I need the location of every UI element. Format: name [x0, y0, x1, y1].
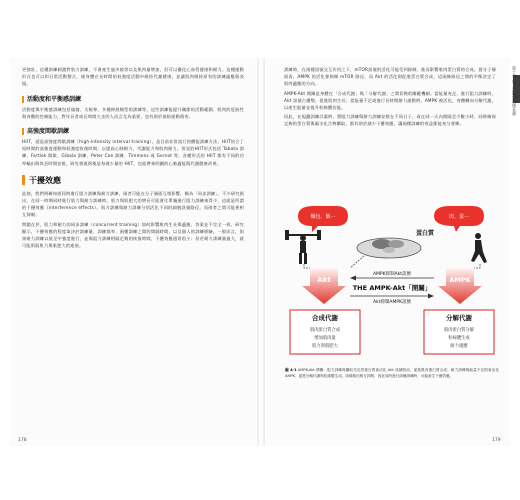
anabolic-box	[290, 310, 360, 354]
caption-text: AMPK-Akt 開關：阻力訓練與攝取充足的蛋白質會活化 Akt 訊號路徑，促進肌肉蛋白質合成；耐力訓練與能量不足則會活化 AMPK，促進分解代謝與粒線體生成。兩條路徑相互抑制，因此同時進行兩種訓練時，可能產生干擾效應。	[285, 368, 499, 378]
paragraph: 問題在於，肌力和耐力的同步訓練（concurrent training）如何影響肌肉生長與適應，答案並不完全一致。研究顯示，干擾效應的程度取決於訓練量、訓練頻率、兩種訓練之間的間隔時間，以及個人的訓練經驗。一般而言，如果耐力訓練以低至中強度進行，並與阻力訓練相隔足夠的恢復時間，干擾效應通常很小；但若耐力訓練量過大，就可能削弱肌力與肌肥大的進展。	[22, 221, 244, 249]
svg-text:分解代謝: 分解代謝	[446, 314, 472, 322]
paragraph: 更強壯，這種訓練刺激對肌力訓練，不會產生過多疲勞以及肌肉量增加，但可以優化心血管健康和耐力。這種運動形式也可以和日常活動整合，使身體在長時間的低強度活動中維持代謝健康，並讓肌肉維持原有的訓練適應與表現。	[22, 67, 244, 87]
catabolic-box	[424, 310, 494, 354]
svg-text:耐力適應: 耐力適應	[450, 344, 468, 349]
paragraph: 活動度與平衡感訓練包括瑜伽、太極拳、多種伸展類型的訓練等，這些訓練能提升關節的活動範圍、肌肉的延展性與身體的控制能力，對年長者或長時間久坐的人而言尤為重要，也有助於預防運動傷害。	[22, 106, 244, 119]
section-heading: 活動度和平衡感訓練	[22, 94, 244, 103]
bubble-left	[298, 206, 348, 232]
svg-text:Akt: Akt	[317, 276, 331, 284]
svg-text:AMPK: AMPK	[449, 276, 471, 284]
ampk-akt-diagram	[284, 204, 500, 358]
bubble-left-text: 麵包、飯⋯	[310, 214, 336, 220]
svg-text:粒線體生成: 粒線體生成	[448, 336, 470, 341]
page-number: 178	[18, 438, 27, 443]
figure-label: 圖 4-1	[285, 368, 297, 372]
paragraph: HIIT，就是高強度間歇訓練（high-intensity interval training），是目前非常流行的體能訓練方法。HIIT結合了短時間的高強度運動和低強度恢復時間，以提高心肺耐力、代謝能力和肌肉耐力。常見的HIIT形式包括 Tabata 訓練、Fartlek 間歇、Gibala 訓練、Peter Coe 訓練、Timmons 或 Gernot 等，各種形式的 HIIT 都有不同的功率輸出與休息時間安排，研究發現即使是每週少量的 HIIT，也能帶來明顯的心肺適能與代謝健康改善。	[22, 139, 244, 166]
chapter-heading: 干擾效應	[22, 175, 244, 186]
bubble-right	[434, 206, 484, 232]
weightlifter-icon	[285, 230, 321, 264]
akt-arrow	[302, 266, 346, 304]
section-heading: 高強度間歇訓練	[22, 126, 244, 135]
arrow-bottom-label: Akt抑制AMPK訊號	[372, 300, 412, 305]
arrow-top-label: AMPK抑制Akt訊號	[372, 272, 412, 277]
ampk-arrow	[438, 266, 482, 304]
figure-caption	[285, 367, 499, 379]
svg-text:增加肌肉量: 增加肌肉量	[314, 336, 336, 341]
runner-icon	[471, 233, 487, 263]
paragraph: 此刻，我們明確知道同時進行阻力訓練與耐力訓練，兩者可能在分子層面互相影響，稱為「同步訓練」。不少研究指出，在同一時期同時進行肌力與耐力訓練時，肌力與肌肥大的增長可能會比單獨進行阻力訓練來得少，這就是所謂的干擾效應（interference effects）。肌力訓練與耐力訓練分別活化不同的細胞訊號路徑，而兩者之間可能會相互抑制。	[22, 190, 244, 218]
paragraph: 因此，在規劃訓練計畫時，將阻力訓練與耐力訓練安排在不同日子，或在同一天內間隔至少數小時，同時確保足夠的蛋白質與碳水化合物攝取，都有助於減少干擾效應，讓兩種訓練的效益都能充分發揮。	[284, 114, 496, 127]
switch-title: THE AMPK-Akt「開關」	[352, 284, 432, 292]
right-column	[284, 66, 496, 130]
svg-text:合成代謝: 合成代謝	[312, 314, 338, 322]
paragraph: AMPK-Akt 開關是身體在「合成代謝」與「分解代謝」之間切換的關鍵機制。當能量充足、進行阻力訓練時，Akt 訊號占優勢，促進肌肉生長；當能量不足或進行長時間耐力運動時，AMPK 被活化，身體轉向分解代謝，以產生能量並提升粒線體功能。	[284, 90, 496, 111]
svg-text:肌肉蛋白質分解: 肌肉蛋白質分解	[443, 328, 475, 333]
running-header: 第十章 肌力訓練與健康長壽	[512, 66, 517, 116]
book-gutter	[257, 58, 265, 446]
bubble-right-text: 肉、蛋⋯	[448, 214, 470, 220]
svg-text:肌肉蛋白質合成: 肌肉蛋白質合成	[309, 328, 341, 333]
protein-label: 蛋白質	[416, 230, 435, 237]
left-column	[22, 66, 244, 251]
paragraph: 訓練時，在兩種訊號交互作用之下，mTOR訊號的活化可能受到抑制，進而影響肌肉蛋白質的合成。從分子層面看，AMPK 的活化會抑制 mTOR 路徑，而 Akt 的活化則促進蛋白質合成，這兩條路徑之間的平衡決定了肌肉適應的方向。	[284, 67, 496, 87]
page-number: 179	[492, 438, 501, 443]
protein-bowl-icon	[357, 238, 421, 258]
svg-text:肌力與肌肥大: 肌力與肌肥大	[312, 344, 338, 349]
